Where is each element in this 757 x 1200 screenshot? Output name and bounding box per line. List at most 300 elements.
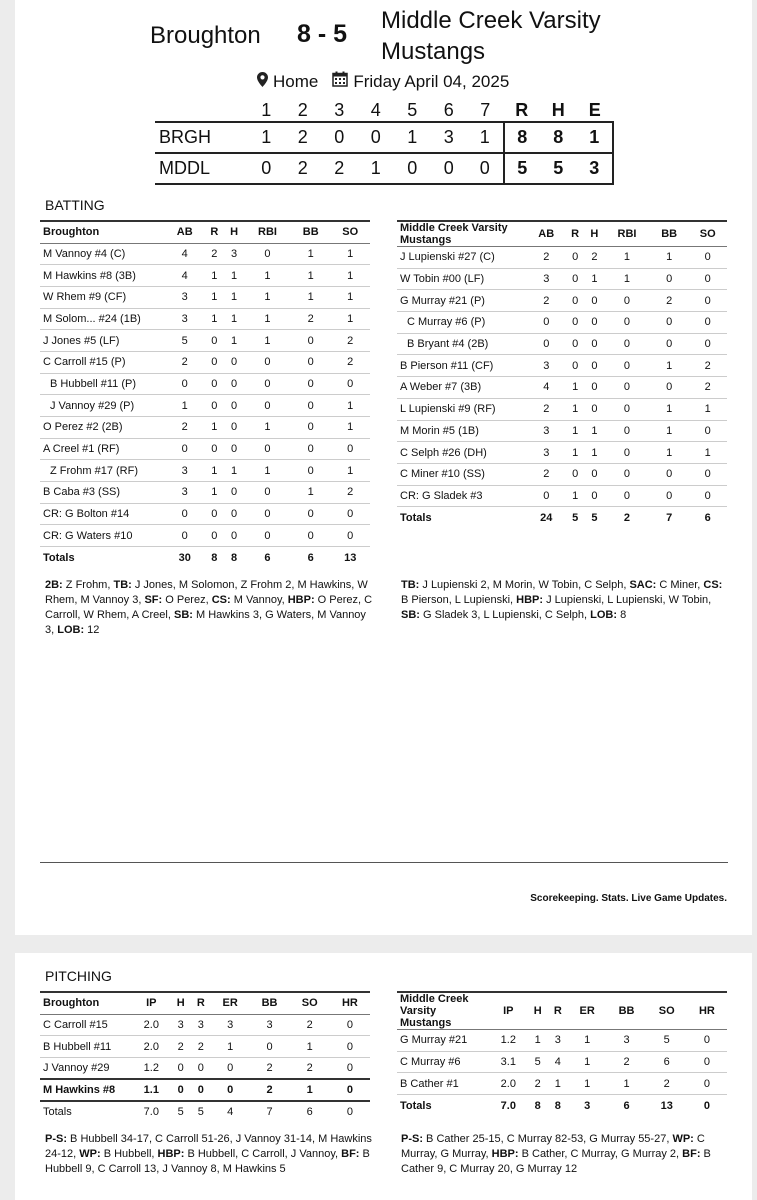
stat-column-header: H (585, 221, 604, 247)
stat-cell: 6 (647, 1051, 687, 1073)
player-name: W Tobin #00 (LF) (397, 268, 527, 290)
stat-cell: 1 (566, 398, 585, 420)
stat-cell: 3 (171, 1014, 191, 1036)
stat-cell: 4 (527, 377, 566, 399)
note-value: B Cather, C Murray, G Murray 2, (518, 1148, 683, 1160)
team-column-header: Broughton (40, 221, 165, 243)
player-row (397, 1051, 727, 1073)
stat-cell: 0 (204, 395, 224, 417)
stat-cell: 0 (330, 373, 370, 395)
linescore-header: 3 (334, 100, 345, 120)
stat-cell: 1 (204, 286, 224, 308)
stat-cell: 1 (585, 420, 604, 442)
note-key: WP: (79, 1148, 101, 1160)
stat-cell: 1 (224, 308, 244, 330)
stat-column-header: SO (647, 992, 687, 1030)
player-row (397, 398, 727, 420)
note-key: WP: (672, 1133, 694, 1145)
note-value: 8 (617, 609, 627, 621)
stat-column-header: RBI (604, 221, 650, 247)
note-key: CS: (703, 579, 723, 591)
stat-cell: 1 (291, 243, 330, 265)
note-key: 2B: (45, 579, 63, 591)
stat-cell: 0 (688, 485, 727, 507)
player-row (397, 463, 727, 485)
stat-cell: 3 (527, 442, 566, 464)
stat-cell: 2 (650, 290, 689, 312)
linescore-header: H (551, 100, 565, 120)
stat-cell: 8 (554, 1099, 561, 1112)
stat-cell: 1 (548, 1073, 568, 1095)
player-name: J Vannoy #29 (P) (40, 395, 165, 417)
note-value: B Hubbell 34-17, C Carroll 51-26, J Vannoy 31-14, M Hawkins 24-12, (45, 1133, 372, 1160)
stat-cell: 1.2 (489, 1030, 528, 1052)
stat-cell: 1 (224, 330, 244, 352)
stat-cell: 0 (585, 290, 604, 312)
stat-cell: 1 (568, 1051, 607, 1073)
note-key: HBP: (516, 594, 544, 606)
stat-cell: 0 (191, 1079, 211, 1101)
stat-cell: 1 (606, 1073, 646, 1095)
player-row (397, 1030, 727, 1052)
stat-cell: 2.0 (132, 1036, 171, 1058)
stat-cell: 0 (688, 290, 727, 312)
highlight-row-label: M Hawkins #8 (40, 1079, 132, 1101)
stat-cell: 0 (585, 463, 604, 485)
stat-cell: 0 (585, 377, 604, 399)
stat-cell: 0 (604, 485, 650, 507)
stat-cell: 0 (165, 525, 204, 547)
stat-cell: 0 (688, 247, 727, 269)
player-row (40, 265, 370, 287)
stat-cell: 0 (291, 525, 330, 547)
stat-cell: 6 (307, 551, 314, 564)
stat-cell: 1 (290, 1036, 330, 1058)
player-name: J Lupienski #27 (C) (397, 247, 527, 269)
stat-cell: 2 (171, 1036, 191, 1058)
totals-row-label: Totals (43, 551, 75, 564)
stat-cell: 2 (290, 1014, 330, 1036)
player-name: L Lupienski #9 (RF) (397, 398, 527, 420)
stat-cell: 0 (291, 417, 330, 439)
player-name: G Murray #21 (397, 1030, 489, 1052)
totals-row-label: Totals (400, 1099, 432, 1112)
stat-cell: 3 (165, 482, 204, 504)
stat-cell: 1 (211, 1036, 250, 1058)
player-name: C Selph #26 (DH) (397, 442, 527, 464)
totals-row-label: Totals (400, 511, 432, 524)
stat-cell: 0 (211, 1057, 250, 1079)
inning-runs: 1 (394, 122, 431, 153)
stat-cell: 1 (204, 417, 224, 439)
player-name: A Creel #1 (RF) (40, 438, 165, 460)
inning-runs: 2 (321, 153, 358, 184)
note-key: LOB: (57, 624, 85, 636)
stat-cell: 13 (660, 1099, 673, 1112)
pitching-table-home (397, 991, 727, 1116)
inning-runs: 0 (321, 122, 358, 153)
stat-cell: 3 (211, 1014, 250, 1036)
linescore-header: 4 (370, 100, 381, 120)
pitching-notes-away (45, 1132, 375, 1177)
note-value: O Perez, (162, 594, 212, 606)
stat-cell: 1 (330, 417, 370, 439)
stat-column-header: HR (687, 992, 727, 1030)
note-value: J Lupienski 2, M Morin, W Tobin, C Selph, (419, 579, 630, 591)
note-key: BF: (682, 1148, 701, 1160)
stat-cell: 0 (249, 1036, 289, 1058)
stat-cell: 1.2 (132, 1057, 171, 1079)
note-key: SAC: (629, 579, 657, 591)
player-row (40, 503, 370, 525)
player-name: B Cather #1 (397, 1073, 489, 1095)
stat-cell: 0 (585, 355, 604, 377)
batting-notes-away (45, 578, 375, 638)
stat-cell: 0 (291, 438, 330, 460)
stat-cell: 0 (204, 330, 224, 352)
linescore-h: 8 (540, 122, 577, 153)
stat-cell: 1 (204, 482, 224, 504)
stat-cell: 2 (330, 330, 370, 352)
stat-cell: 0 (171, 1079, 191, 1101)
linescore-header: R (515, 100, 529, 120)
stat-cell: 5 (197, 1106, 204, 1119)
stat-cell: 5 (165, 330, 204, 352)
stat-cell: 2 (527, 247, 566, 269)
stat-cell: 1.1 (132, 1079, 171, 1101)
stat-cell: 1 (330, 243, 370, 265)
player-name: B Pierson #11 (CF) (397, 355, 527, 377)
stat-cell: 0 (224, 482, 244, 504)
stat-cell: 4 (548, 1051, 568, 1073)
stat-column-header: H (224, 221, 244, 243)
home-team-name: Middle Creek Varsity Mustangs (381, 7, 601, 65)
linescore-row (155, 122, 613, 153)
stat-cell: 0 (204, 525, 224, 547)
stat-cell: 0 (703, 1099, 710, 1112)
stat-cell: 1 (650, 442, 689, 464)
final-score: 8 - 5 (297, 20, 348, 48)
linescore-table (155, 100, 614, 185)
stat-cell: 0 (204, 438, 224, 460)
stat-cell: 2 (191, 1036, 211, 1058)
stat-cell: 7 (666, 511, 673, 524)
stat-cell: 0 (224, 351, 244, 373)
stat-cell: 1 (566, 485, 585, 507)
note-key: TB: (113, 579, 132, 591)
stat-cell: 3 (527, 355, 566, 377)
stat-cell: 1 (224, 286, 244, 308)
stat-cell: 0 (291, 373, 330, 395)
note-value: B Pierson, L Lupienski, (401, 594, 517, 606)
pitching-table-away (40, 991, 370, 1122)
stat-cell: 8 (211, 551, 218, 564)
pitching-notes-home (401, 1132, 731, 1177)
note-value: C Murray, G Murray, (401, 1133, 705, 1160)
linescore-header: 5 (407, 100, 418, 120)
stat-cell: 4 (165, 265, 204, 287)
inning-runs: 2 (285, 122, 322, 153)
note-value: B Cather 9, C Murray 20, G Murray 12 (401, 1148, 711, 1175)
box-score-page (15, 0, 752, 935)
stat-cell: 0 (604, 377, 650, 399)
player-name: M Morin #5 (1B) (397, 420, 527, 442)
stat-cell: 1 (528, 1030, 548, 1052)
player-name: C Murray #6 (397, 1051, 489, 1073)
stat-cell: 3.1 (489, 1051, 528, 1073)
stat-cell: 0 (224, 503, 244, 525)
stat-cell: 0 (224, 373, 244, 395)
player-name: B Bryant #4 (2B) (397, 333, 527, 355)
stat-cell: 1 (568, 1030, 607, 1052)
game-location: Home (273, 71, 319, 91)
note-key: SF: (144, 594, 163, 606)
note-value: M Hawkins 3, G Waters, M Vannoy 3, (45, 609, 366, 636)
stat-cell: 0 (604, 398, 650, 420)
stat-column-header: RBI (244, 221, 291, 243)
player-name: C Carroll #15 (40, 1014, 132, 1036)
inning-runs: 3 (431, 122, 468, 153)
stat-cell: 8 (231, 551, 238, 564)
note-key: SB: (173, 609, 193, 621)
inning-runs: 1 (248, 122, 285, 153)
stat-cell: 2 (165, 351, 204, 373)
stat-cell: 0 (566, 268, 585, 290)
stat-cell: 0 (330, 1014, 370, 1036)
player-row (397, 247, 727, 269)
inning-runs: 2 (285, 153, 322, 184)
linescore-row (155, 153, 613, 184)
stat-cell: 1 (585, 442, 604, 464)
stat-cell: 3 (527, 420, 566, 442)
player-row (397, 377, 727, 399)
linescore-h: 5 (540, 153, 577, 184)
stat-cell: 2 (688, 355, 727, 377)
note-key: LOB: (590, 609, 618, 621)
batting-table-home (397, 220, 727, 528)
linescore-e: 3 (577, 153, 614, 184)
stat-cell: 0 (291, 460, 330, 482)
player-name: M Vannoy #4 (C) (40, 243, 165, 265)
stat-cell: 0 (165, 438, 204, 460)
stat-cell: 0 (204, 373, 224, 395)
stat-cell: 0 (566, 312, 585, 334)
stat-column-header: ER (568, 992, 607, 1030)
stat-cell: 0 (650, 377, 689, 399)
player-name: B Hubbell #11 (P) (40, 373, 165, 395)
stat-cell: 0 (211, 1079, 250, 1101)
player-name: M Solom... #24 (1B) (40, 308, 165, 330)
pitching-section-title: PITCHING (45, 968, 112, 984)
player-row (397, 420, 727, 442)
stat-column-header: IP (132, 992, 171, 1014)
footer-tagline: Scorekeeping. Stats. Live Game Updates. (530, 893, 727, 904)
player-name: CR: G Bolton #14 (40, 503, 165, 525)
stat-cell: 1 (650, 247, 689, 269)
stat-cell: 1 (330, 286, 370, 308)
stat-cell: 2 (527, 398, 566, 420)
stat-column-header: R (548, 992, 568, 1030)
player-name: CR: G Sladek #3 (397, 485, 527, 507)
player-name: C Murray #6 (P) (397, 312, 527, 334)
stat-cell: 0 (330, 1057, 370, 1079)
totals-row-label: Totals (43, 1106, 72, 1119)
stat-cell: 0 (604, 355, 650, 377)
stat-cell: 0 (244, 482, 291, 504)
player-row (40, 395, 370, 417)
player-name: O Perez #2 (2B) (40, 417, 165, 439)
note-key: CS: (211, 594, 231, 606)
stat-cell: 8 (534, 1099, 541, 1112)
game-meta (257, 71, 509, 92)
stat-cell: 0 (165, 373, 204, 395)
stat-cell: 0 (527, 333, 566, 355)
stat-cell: 0 (224, 417, 244, 439)
location-pin-icon (257, 72, 268, 92)
stat-cell: 0 (330, 525, 370, 547)
player-row (397, 268, 727, 290)
stat-cell: 0 (585, 312, 604, 334)
stat-cell: 0 (244, 351, 291, 373)
stat-cell: 0 (566, 247, 585, 269)
stat-cell: 0 (566, 355, 585, 377)
stat-cell: 0 (224, 525, 244, 547)
note-value: Z Frohm, (62, 579, 114, 591)
stat-cell: 3 (584, 1099, 591, 1112)
stat-cell: 2 (204, 243, 224, 265)
away-team-name: Broughton (150, 22, 261, 49)
stat-cell: 0 (650, 463, 689, 485)
player-row (40, 330, 370, 352)
stat-cell: 0 (688, 463, 727, 485)
inning-runs: 1 (467, 122, 504, 153)
stat-cell: 2 (688, 377, 727, 399)
stat-cell: 0 (244, 438, 291, 460)
stat-cell: 0 (527, 485, 566, 507)
stat-cell: 1 (204, 308, 224, 330)
stat-cell: 2 (249, 1079, 289, 1101)
totals-row (40, 1101, 370, 1123)
linescore-r: 5 (504, 153, 541, 184)
game-date: Friday April 04, 2025 (353, 71, 510, 91)
stat-cell: 0 (604, 290, 650, 312)
player-name: M Hawkins #8 (3B) (40, 265, 165, 287)
note-key: TB: (401, 579, 420, 591)
stat-cell: 1 (568, 1073, 607, 1095)
inning-runs: 0 (431, 153, 468, 184)
stat-cell: 0 (650, 333, 689, 355)
stat-cell: 1 (566, 420, 585, 442)
stat-cell: 0 (566, 463, 585, 485)
batting-notes-home (401, 578, 731, 623)
stat-cell: 2 (291, 308, 330, 330)
stat-column-header: BB (249, 992, 289, 1014)
note-value: B Hubbell 9, C Carroll 13, J Vannoy 8, M Hawkins 5 (45, 1148, 370, 1175)
stat-cell: 1 (650, 398, 689, 420)
stat-cell: 0 (604, 463, 650, 485)
stat-cell: 4 (227, 1106, 234, 1119)
stat-cell: 1 (165, 395, 204, 417)
player-row (397, 355, 727, 377)
stat-cell: 0 (585, 485, 604, 507)
stat-cell: 7.0 (143, 1106, 159, 1119)
stat-cell: 1 (244, 330, 291, 352)
stat-cell: 1 (330, 308, 370, 330)
player-row (40, 482, 370, 504)
stat-cell: 7 (266, 1106, 273, 1119)
linescore-r: 8 (504, 122, 541, 153)
stat-cell: 5 (177, 1106, 184, 1119)
linescore-team: BRGH (155, 122, 248, 153)
team-column-header: Broughton (40, 992, 132, 1014)
player-row (40, 308, 370, 330)
stat-cell: 6 (623, 1099, 630, 1112)
stat-cell: 0 (291, 503, 330, 525)
stat-cell: 0 (244, 395, 291, 417)
totals-row (397, 507, 727, 529)
stat-cell: 0 (330, 1036, 370, 1058)
stat-cell: 0 (346, 1106, 353, 1119)
stat-cell: 2 (585, 247, 604, 269)
linescore-header: 7 (480, 100, 491, 120)
player-row (397, 442, 727, 464)
stat-cell: 24 (540, 511, 553, 524)
stat-cell: 1 (330, 460, 370, 482)
player-name: C Carroll #15 (P) (40, 351, 165, 373)
stat-cell: 1 (290, 1079, 330, 1101)
note-value: C Miner, (656, 579, 704, 591)
note-value: J Jones, M Solomon, Z Frohm 2, M Hawkins, W Rhem, M Vannoy 3, (45, 579, 368, 606)
stat-cell: 2 (527, 290, 566, 312)
stat-cell: 0 (688, 420, 727, 442)
stat-cell: 2 (249, 1057, 289, 1079)
team-column-header: Middle Creek Varsity Mustangs (397, 221, 527, 247)
inning-runs: 0 (394, 153, 431, 184)
stat-cell: 1 (604, 268, 650, 290)
stat-cell: 2.0 (132, 1014, 171, 1036)
stat-cell: 0 (650, 312, 689, 334)
stat-cell: 0 (687, 1030, 727, 1052)
player-name: G Murray #21 (P) (397, 290, 527, 312)
stat-cell: 1 (244, 308, 291, 330)
stat-cell: 7.0 (500, 1099, 516, 1112)
note-key: P-S: (401, 1133, 423, 1145)
inning-runs: 0 (248, 153, 285, 184)
player-row (397, 312, 727, 334)
player-row (40, 525, 370, 547)
player-name: J Jones #5 (LF) (40, 330, 165, 352)
stat-cell: 2 (527, 463, 566, 485)
stat-cell: 4 (165, 243, 204, 265)
player-name: CR: G Waters #10 (40, 525, 165, 547)
stat-cell: 3 (165, 286, 204, 308)
stat-column-header: IP (489, 992, 528, 1030)
stat-cell: 0 (291, 330, 330, 352)
stat-cell: 0 (330, 503, 370, 525)
stat-cell: 0 (330, 438, 370, 460)
linescore-e: 1 (577, 122, 614, 153)
stat-column-header: R (191, 992, 211, 1014)
stat-column-header: AB (165, 221, 204, 243)
stat-cell: 0 (244, 503, 291, 525)
stat-cell: 0 (224, 438, 244, 460)
totals-row (40, 547, 370, 569)
note-key: HBP: (491, 1148, 519, 1160)
footer-divider (40, 862, 728, 863)
stat-cell: 0 (191, 1057, 211, 1079)
linescore-header: 1 (261, 100, 272, 120)
stat-column-header: HR (330, 992, 370, 1014)
